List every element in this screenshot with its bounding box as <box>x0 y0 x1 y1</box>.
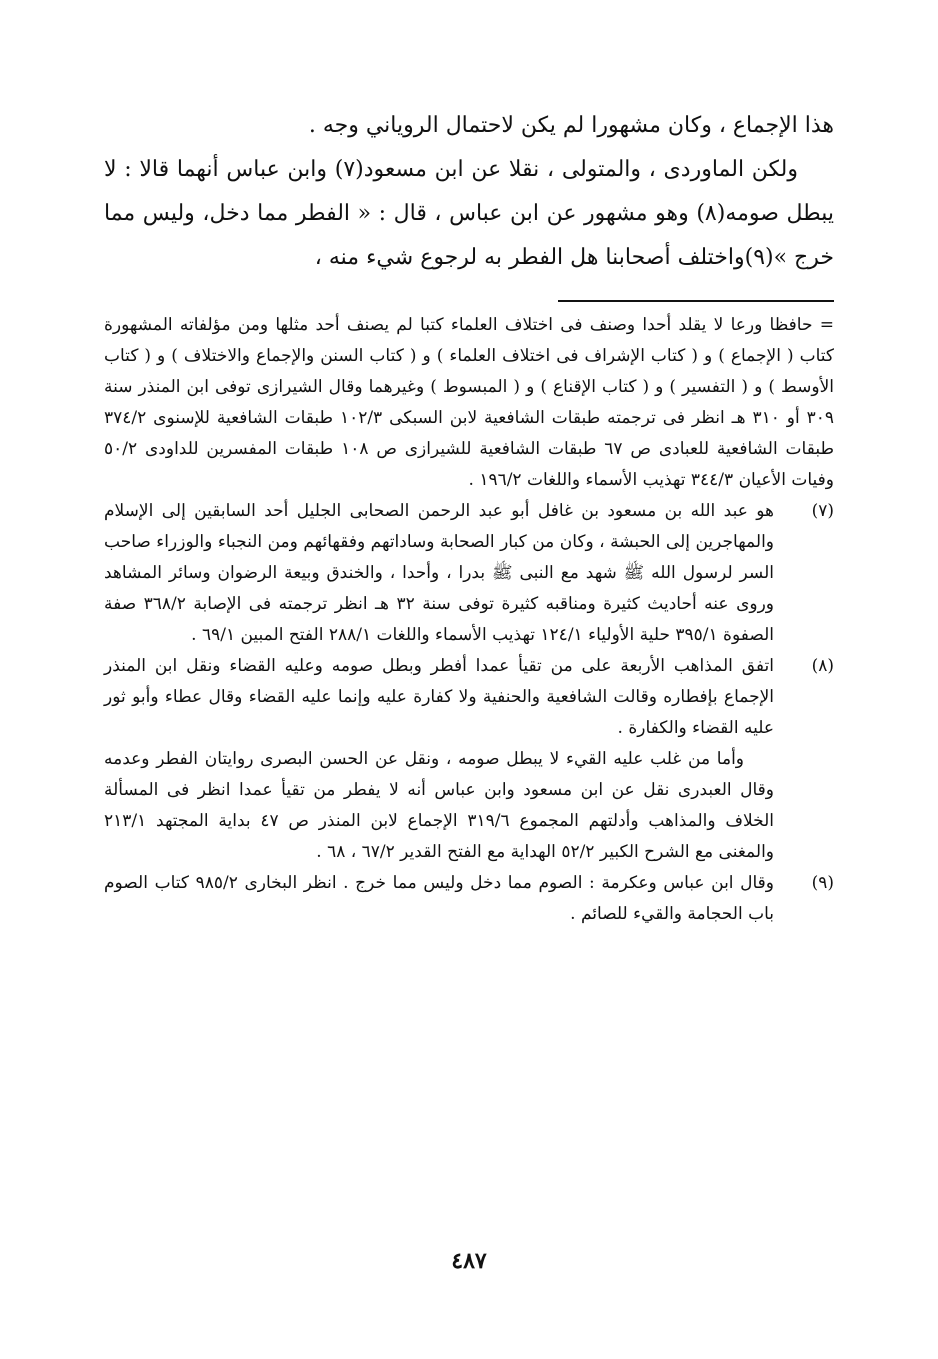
footnote-8-text-2: وأما من غلب عليه القيء لا يبطل صومه ، ونقل عن الحسن البصرى روايتان الفطر وعدمه وقال العبدرى نقل عن ابن مسعود وابن عباس أنه لا يفطر من تقيأ عمدا انظر فى المسألة الخلاف والمذاهب وأدلتهم المجموع ٣١٩/٦ الإجماع لابن المنذر ص ٤٧ بداية المجتهد ٢١٣/١ والمغنى مع الشرح الكبير ٥٢/٢ الهداية مع الفتح القدير ٦٧/٢ ، ٦٨ . <box>104 749 775 862</box>
footnotes <box>104 310 834 930</box>
footnote-continuation-text: = حافظا ورعا لا يقلد أحدا وصنف فى اختلاف العلماء كتبا لم يصنف أحد مثلها ومن مؤلفاته المشهورة كتاب ( الإجماع ) و ( كتاب الإشراف فى اختلاف العلماء ) و ( كتاب السنن والإجماع والاختلاف ) و ( كتاب الأوسط ) و ( التفسير ) و ( كتاب الإقناع ) و ( المبسوط ) وغيرهما وقال الشيرازى توفى ابن المنذر سنة ٣٠٩ أو ٣١٠ هـ انظر فى ترجمته طبقات الشافعية لابن السبكى ١٠٢/٣ طبقات الشافعية للإسنوى ٣٧٤/٢ طبقات الشافعية للعبادى ص ٦٧ طبقات الشافعية للشيرازى ص ١٠٨ طبقات المفسرين للداودى ٥٠/٢ وفيات الأعيان ٣٤٤/٣ تهذيب الأسماء واللغات ١٩٦/٢ . <box>104 315 834 490</box>
footnote-9-number: (٩) <box>811 873 834 893</box>
main-text <box>104 104 834 280</box>
page-number: ٤٨٧ <box>451 1248 487 1274</box>
footnote-8-number: (٨) <box>811 656 834 676</box>
footnote-9 <box>104 868 834 930</box>
main-line-1: هذا الإجماع ، وكان مشهورا لم يكن لاحتمال الروياني وجه . <box>308 113 834 138</box>
footnote-7-number: (٧) <box>811 501 834 521</box>
footnote-9-text: وقال ابن عباس وعكرمة : الصوم مما دخل وليس مما خرج . انظر البخارى ٩٨٥/٢ كتاب الصوم باب الحجامة والقيء للصائم . <box>104 873 775 924</box>
footnote-7-text: هو عبد الله بن مسعود بن غافل أبو عبد الرحمن الصحابى الجليل أحد السابقين إلى الإسلام والمهاجرين إلى الحبشة ، وكان من كبار الصحابة وساداتهم وفقهائهم ومن النجباء والوزراء صاحب السر لرسول الله ﷺ شهد مع النبى ﷺ بدرا ، وأحدا ، والخندق وبيعة الرضوان وسائر المشاهد وروى عنه أحاديث كثيرة ومناقبه كثيرة توفى سنة ٣٢ هـ انظر ترجمته فى الإصابة ٣٦٨/٢ صفة الصفوة ٣٩٥/١ حلية الأولياء ١٢٤/١ تهذيب الأسماء واللغات ٢٨٨/١ الفتح المبين ٦٩/١ . <box>104 501 774 645</box>
footnote-8 <box>104 651 834 868</box>
footnote-continuation <box>104 310 834 496</box>
footnote-divider <box>558 300 834 302</box>
footnote-7 <box>104 496 834 651</box>
footnote-8-text: اتفق المذاهب الأربعة على من تقيأ عمدا أفطر وبطل صومه وعليه القضاء ونقل ابن المنذر الإجماع بإفطاره وقالت الشافعية والحنفية ولا كفارة عليه وإنما عليه القضاء وقال عطاء وأبو ثور عليه القضاء والكفارة . <box>104 656 774 738</box>
main-paragraph-2: ولكن الماوردى ، والمتولى ، نقلا عن ابن مسعود(٧) وابن عباس أنهما قالا : لا يبطل صومه(٨) وهو مشهور عن ابن عباس ، قال : « الفطر مما دخل، وليس مما خرج »(٩)واختلف أصحابنا هل الفطر به لرجوع شيء منه ، <box>104 157 834 270</box>
